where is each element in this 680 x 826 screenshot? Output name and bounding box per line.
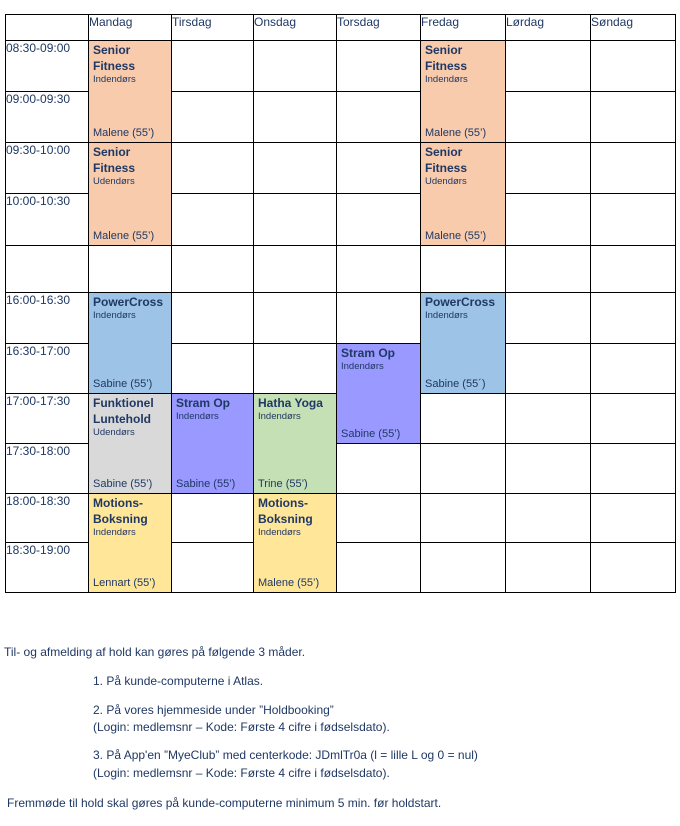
event-location: Indendørs: [425, 310, 468, 321]
event-instructor: Malene (55’): [93, 230, 155, 242]
empty-cell: [506, 92, 591, 143]
empty-cell: [506, 194, 591, 246]
day-header-onsdag: Onsdag: [254, 15, 337, 41]
event-hatha-yoga: [254, 394, 337, 494]
booking-option-3: 3. På App'en ”MyeClub” med centerkode: JDmlTr0a (l = lille L og 0 = nul): [93, 748, 478, 762]
empty-cell: [254, 344, 337, 394]
empty-cell: [254, 246, 337, 293]
booking-option-3-login: (Login: medlemsnr – Kode: Første 4 cifre i fødselsdato).: [93, 766, 390, 780]
booking-option-2-login: (Login: medlemsnr – Kode: Første 4 cifre i fødselsdato).: [93, 720, 390, 734]
event-motions-boksning: [254, 494, 337, 593]
empty-cell: [337, 246, 421, 293]
empty-cell: [506, 41, 591, 92]
empty-cell: [254, 293, 337, 344]
event-powercross: [421, 293, 506, 394]
event-location: Indendørs: [93, 527, 136, 538]
empty-cell: [421, 543, 506, 593]
day-header-sondag: Søndag: [591, 15, 676, 41]
empty-cell: [506, 394, 591, 444]
empty-cell: [591, 293, 676, 344]
event-senior-fitness-outdoor: [89, 143, 172, 246]
event-name: Funktionel Luntehold: [93, 396, 154, 426]
empty-cell: [591, 194, 676, 246]
empty-cell: [506, 344, 591, 394]
time-slot: 10:00-10:30: [6, 194, 89, 246]
empty-cell: [172, 293, 254, 344]
day-header-mandag: Mandag: [89, 15, 172, 41]
time-slot: 18:30-19:00: [6, 543, 89, 593]
event-senior-fitness: [89, 41, 172, 143]
empty-cell: [506, 293, 591, 344]
event-stram-op: [172, 394, 254, 494]
event-location: Indendørs: [425, 74, 468, 85]
booking-intro-text: Til- og afmelding af hold kan gøres på følgende 3 måder.: [4, 645, 306, 659]
event-instructor: Malene (55’): [425, 230, 487, 242]
event-instructor: Sabine (55´): [425, 378, 486, 390]
empty-cell: [254, 92, 337, 143]
event-location: Udendørs: [93, 427, 135, 438]
event-location: Indendørs: [258, 411, 301, 422]
time-slot: 18:00-18:30: [6, 494, 89, 543]
empty-cell: [506, 246, 591, 293]
empty-cell: [172, 41, 254, 92]
time-slot: 16:00-16:30: [6, 293, 89, 344]
empty-cell: [591, 494, 676, 543]
event-name: Hatha Yoga: [258, 396, 323, 410]
empty-cell: [89, 246, 172, 293]
empty-cell: [591, 41, 676, 92]
empty-cell: [591, 92, 676, 143]
event-name: Stram Op: [176, 396, 231, 410]
empty-cell: [172, 543, 254, 593]
event-name: PowerCross: [93, 295, 164, 309]
empty-cell: [172, 92, 254, 143]
event-location: Udendørs: [93, 176, 135, 187]
event-motions-boksning: [89, 494, 172, 593]
attendance-note: Fremmøde til hold skal gøres på kunde-computerne minimum 5 min. før holdstart.: [7, 796, 442, 810]
empty-cell: [591, 543, 676, 593]
event-name: Motions-Boksning: [258, 496, 313, 526]
empty-cell: [172, 494, 254, 543]
event-instructor: Malene (55’): [93, 127, 155, 139]
event-location: Indendørs: [93, 310, 136, 321]
event-instructor: Sabine (55’): [93, 478, 153, 490]
day-header-fredag: Fredag: [421, 15, 506, 41]
event-name: PowerCross: [425, 295, 496, 309]
empty-cell: [172, 246, 254, 293]
event-instructor: Sabine (55’): [176, 478, 236, 490]
time-slot: 08:30-09:00: [6, 41, 89, 92]
empty-cell: [337, 494, 421, 543]
event-instructor: Sabine (55’): [93, 378, 153, 390]
empty-cell: [6, 246, 89, 293]
event-stram-op: [337, 344, 421, 444]
event-name: Stram Op: [341, 346, 396, 360]
empty-cell: [506, 143, 591, 194]
empty-cell: [337, 293, 421, 344]
time-slot: 16:30-17:00: [6, 344, 89, 394]
empty-cell: [337, 41, 421, 92]
empty-cell: [506, 444, 591, 494]
empty-cell: [172, 143, 254, 194]
event-senior-fitness: [421, 41, 506, 143]
time-slot: 09:30-10:00: [6, 143, 89, 194]
empty-cell: [254, 143, 337, 194]
event-location: Indendørs: [93, 74, 136, 85]
event-name: Senior Fitness: [425, 145, 468, 175]
event-powercross: [89, 293, 172, 394]
empty-cell: [591, 143, 676, 194]
empty-cell: [337, 92, 421, 143]
event-location: Indendørs: [258, 527, 301, 538]
booking-option-2: 2. På vores hjemmeside under ”Holdbooking”: [93, 703, 334, 717]
empty-cell: [337, 194, 421, 246]
time-slot: 17:30-18:00: [6, 444, 89, 494]
event-instructor: Malene (55’): [425, 127, 487, 139]
empty-cell: [337, 444, 421, 494]
event-location: Indendørs: [341, 361, 384, 372]
empty-cell: [337, 543, 421, 593]
empty-cell: [591, 444, 676, 494]
empty-cell: [591, 344, 676, 394]
event-funktionel-luntehold: [89, 394, 172, 494]
empty-cell: [421, 444, 506, 494]
empty-cell: [421, 494, 506, 543]
empty-cell: [591, 246, 676, 293]
empty-cell: [506, 543, 591, 593]
event-instructor: Sabine (55’): [341, 428, 401, 440]
event-instructor: Trine (55’): [258, 478, 308, 490]
day-header-lordag: Lørdag: [506, 15, 591, 41]
empty-cell: [337, 143, 421, 194]
empty-cell: [254, 194, 337, 246]
empty-cell: [172, 344, 254, 394]
event-name: Motions-Boksning: [93, 496, 148, 526]
event-location: Udendørs: [425, 176, 467, 187]
time-slot: 09:00-09:30: [6, 92, 89, 143]
event-instructor: Malene (55’): [258, 577, 320, 589]
empty-cell: [506, 494, 591, 543]
day-header-tirsdag: Tirsdag: [172, 15, 254, 41]
event-senior-fitness-outdoor: [421, 143, 506, 246]
time-slot: 17:00-17:30: [6, 394, 89, 444]
class-schedule-table: [5, 14, 676, 593]
event-instructor: Lennart (55’): [93, 577, 156, 589]
event-name: Senior Fitness: [93, 43, 136, 73]
booking-option-1: 1. På kunde-computerne i Atlas.: [93, 674, 264, 688]
empty-cell: [254, 41, 337, 92]
event-name: Senior Fitness: [425, 43, 468, 73]
empty-cell: [591, 394, 676, 444]
empty-cell: [172, 194, 254, 246]
event-location: Indendørs: [176, 411, 219, 422]
corner-cell: [6, 15, 89, 41]
empty-cell: [421, 394, 506, 444]
event-name: Senior Fitness: [93, 145, 136, 175]
day-header-torsdag: Torsdag: [337, 15, 421, 41]
empty-cell: [421, 246, 506, 293]
